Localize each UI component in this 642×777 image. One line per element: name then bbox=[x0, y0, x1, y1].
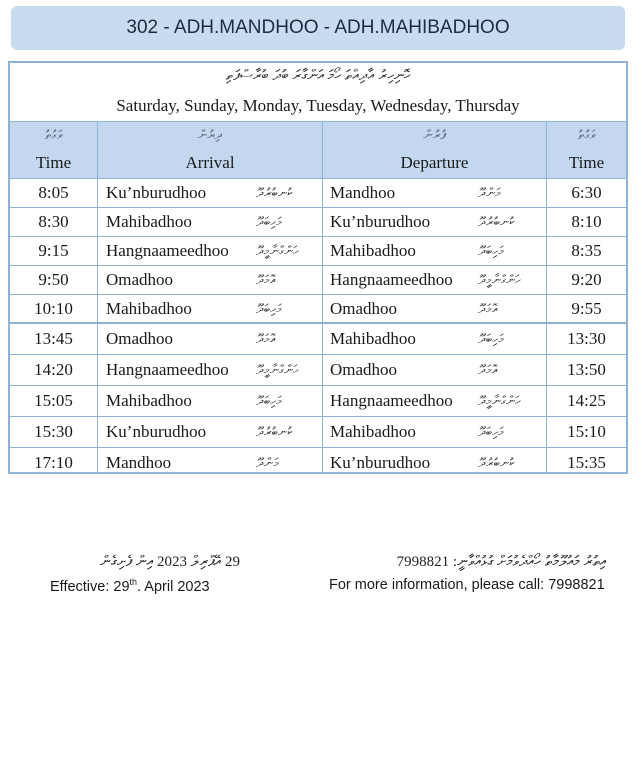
departure-island: Hangnaameedhoo bbox=[330, 270, 453, 289]
header-time-right-dv: ވަގުތު bbox=[577, 127, 596, 142]
arrival-island-dv: އޮމަދޫ bbox=[256, 331, 276, 346]
effective-sup: th bbox=[129, 577, 138, 587]
arrival-time: 9:15 bbox=[38, 241, 69, 260]
departure-time: 8:10 bbox=[571, 212, 602, 231]
table-row bbox=[10, 355, 626, 386]
departure-time: 14:25 bbox=[567, 391, 606, 410]
departure-island-dv: މަންދޫ bbox=[478, 185, 501, 200]
departure-time: 15:10 bbox=[567, 422, 606, 441]
arrival-island-dv: ހަންގްނާމީދޫ bbox=[256, 362, 299, 377]
departure-island: Ku’nburudhoo bbox=[330, 212, 431, 231]
header-time-right bbox=[547, 122, 626, 178]
header-departure-en: Departure bbox=[400, 153, 469, 172]
arrival-time: 8:05 bbox=[38, 183, 69, 202]
arrival-island: Mahibadhoo bbox=[106, 298, 192, 318]
route-title: 302 - ADH.MANDHOO - ADH.MAHIBADHOO bbox=[11, 6, 625, 50]
departure-island: Mahibadhoo bbox=[330, 422, 416, 441]
arrival-island-dv: މަހިބަދޫ bbox=[256, 393, 282, 408]
departure-island-dv: މަހިބަދޫ bbox=[478, 243, 504, 258]
header-arrival-en: Arrival bbox=[185, 153, 235, 172]
days-dhivehi: ހޮނިހިރު އާދިއްތަ ހޯމަ އަންގާރަ ބުދަ ބުރާސްފަތި bbox=[225, 68, 411, 84]
departure-island-dv: ކުނބުރުދޫ bbox=[478, 214, 515, 229]
arrival-island-dv: ކުނބުރުދޫ bbox=[256, 185, 293, 200]
header-time-left bbox=[10, 122, 97, 178]
arrival-island: Omadhoo bbox=[106, 329, 174, 348]
timetable bbox=[8, 61, 628, 474]
departure-island: Mahibadhoo bbox=[330, 329, 416, 348]
arrival-time: 13:45 bbox=[34, 329, 73, 348]
arrival-island-dv: މަންދޫ bbox=[256, 455, 279, 470]
header-time-left-en: Time bbox=[35, 153, 72, 172]
departure-island: Ku’nburudhoo bbox=[330, 453, 431, 472]
arrival-time: 17:10 bbox=[34, 453, 73, 472]
operating-days bbox=[10, 63, 626, 121]
departure-island-dv: މަހިބަދޫ bbox=[478, 331, 504, 346]
header-arrival-dv: ދިޔުން bbox=[197, 127, 223, 142]
contact-info-dhivehi: އިތުރު މައުލޫމާތު ހޯއްދެވުމަށް ގުޅުއްވާނީ: 7998821 bbox=[396, 554, 606, 570]
table-row bbox=[10, 295, 626, 324]
arrival-island: Hangnaameedhoo bbox=[106, 360, 229, 379]
contact-info: For more information, please call: 7998821 bbox=[329, 577, 605, 593]
departure-island-dv: އޮމަދޫ bbox=[478, 300, 498, 316]
days-english: Saturday, Sunday, Monday, Tuesday, Wednesday, Thursday bbox=[116, 96, 520, 115]
departure-time: 13:30 bbox=[567, 329, 606, 348]
departure-island-dv: ކުނބުރުދޫ bbox=[478, 455, 515, 470]
table-header bbox=[10, 121, 626, 179]
effective-date-dhivehi: 29 އޭޕްރިލް 2023 އިން ފެށިގެން bbox=[100, 554, 240, 570]
table-row bbox=[10, 179, 626, 208]
header-time-right-en: Time bbox=[568, 153, 605, 172]
arrival-time: 9:50 bbox=[38, 270, 69, 289]
departure-time: 9:55 bbox=[571, 298, 602, 318]
table-row bbox=[10, 386, 626, 417]
departure-time: 15:35 bbox=[567, 453, 606, 472]
departure-island: Hangnaameedhoo bbox=[330, 391, 453, 410]
departure-time: 8:35 bbox=[571, 241, 602, 260]
table-row bbox=[10, 324, 626, 355]
arrival-island-dv: މަހިބަދޫ bbox=[256, 300, 282, 316]
arrival-island-dv: ކުނބުރުދޫ bbox=[256, 424, 293, 439]
departure-island: Omadhoo bbox=[330, 298, 398, 318]
arrival-time: 15:05 bbox=[34, 391, 73, 410]
table-row bbox=[10, 237, 626, 266]
effective-prefix: Effective: 29 bbox=[50, 578, 130, 595]
arrival-island: Mandhoo bbox=[106, 453, 172, 472]
arrival-island-dv: ހަންގްނާމީދޫ bbox=[256, 243, 299, 258]
departure-time: 13:50 bbox=[567, 360, 606, 379]
table-row bbox=[10, 448, 626, 478]
arrival-time: 10:10 bbox=[34, 298, 73, 318]
effective-date bbox=[50, 577, 210, 595]
table-row bbox=[10, 417, 626, 448]
departure-island-dv: މަހިބަދޫ bbox=[478, 424, 504, 439]
header-time-left-dv: ވަގުތު bbox=[44, 127, 63, 142]
arrival-time: 8:30 bbox=[38, 212, 69, 231]
arrival-island-dv: މަހިބަދޫ bbox=[256, 214, 282, 229]
arrival-island: Ku’nburudhoo bbox=[106, 183, 207, 202]
departure-island: Mahibadhoo bbox=[330, 241, 416, 260]
departure-time: 9:20 bbox=[571, 270, 602, 289]
arrival-island: Ku’nburudhoo bbox=[106, 422, 207, 441]
departure-island: Mandhoo bbox=[330, 183, 396, 202]
header-departure bbox=[323, 122, 546, 178]
arrival-island-dv: އޮމަދޫ bbox=[256, 272, 276, 287]
departure-island: Omadhoo bbox=[330, 360, 398, 379]
arrival-time: 15:30 bbox=[34, 422, 73, 441]
table-body bbox=[10, 179, 626, 478]
header-arrival bbox=[98, 122, 322, 178]
departure-time: 6:30 bbox=[571, 183, 602, 202]
arrival-island: Mahibadhoo bbox=[106, 212, 192, 231]
departure-island-dv: ހަންގްނާމީދޫ bbox=[478, 393, 521, 408]
table-row bbox=[10, 208, 626, 237]
arrival-island: Omadhoo bbox=[106, 270, 174, 289]
departure-island-dv: ހަންގްނާމީދޫ bbox=[478, 272, 521, 287]
arrival-time: 14:20 bbox=[34, 360, 73, 379]
departure-island-dv: އޮމަދޫ bbox=[478, 362, 498, 377]
header-departure-dv: ފުރުން bbox=[423, 127, 446, 142]
table-row bbox=[10, 266, 626, 295]
effective-suffix: . April 2023 bbox=[137, 578, 210, 595]
arrival-island: Mahibadhoo bbox=[106, 391, 192, 410]
arrival-island: Hangnaameedhoo bbox=[106, 241, 229, 260]
